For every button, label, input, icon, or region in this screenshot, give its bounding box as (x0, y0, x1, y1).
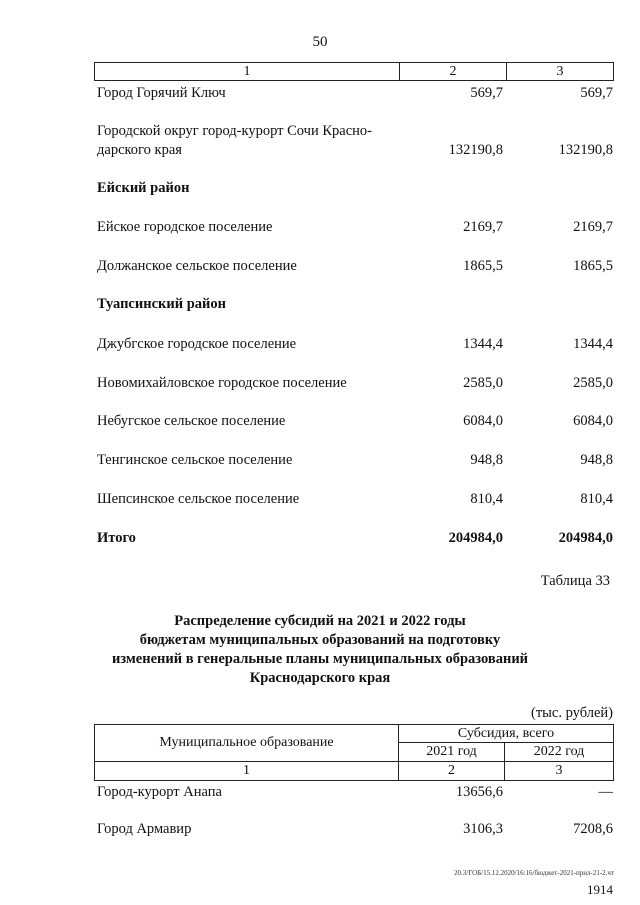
header-subsidy-total: Субсидия, всего (399, 725, 613, 743)
row-value-2021: 204984,0 (448, 530, 503, 546)
row-value-2022: 2169,7 (573, 219, 613, 235)
title-line: Распределение субсидий на 2021 и 2022 годы (174, 613, 466, 629)
row-name: Ейский район (97, 180, 190, 196)
row-value-2022: 6084,0 (573, 413, 613, 429)
row-name: Городской округ город-курорт Сочи Красно-дарского края (97, 123, 372, 158)
title-line: бюджетам муниципальных образований на подготовку (139, 632, 501, 648)
row-value-2022: 948,8 (580, 452, 613, 468)
column-number-3: 3 (556, 64, 564, 79)
row-value-2021: 1344,4 (463, 336, 503, 352)
row-value-2022: 132190,8 (558, 142, 613, 158)
column-number-2: 2 (399, 762, 505, 780)
row-name: Туапсинский район (97, 296, 226, 312)
row-name: Новомихайловское городское поселение (97, 375, 347, 391)
row-value-2021: 948,8 (470, 452, 503, 468)
row-value-2021: 810,4 (470, 491, 503, 507)
footer-document-code: 20.3/ГОБ/15.12.2020/16:16/бюджет-2021-прил-21-2.чт (454, 869, 614, 877)
header-year-2021: 2021 год (399, 743, 505, 762)
row-name: Джубгское городское поселение (97, 336, 297, 352)
page-number: 50 (312, 34, 328, 50)
row-name: Ейское городское поселение (97, 219, 273, 235)
row-name: Город Армавир (97, 821, 192, 837)
row-name: Город-курорт Анапа (97, 784, 222, 800)
row-value-2021: 132190,8 (448, 142, 503, 158)
table-column-numbers-header (94, 62, 614, 81)
column-number-1: 1 (95, 63, 400, 80)
row-value-2021: 2585,0 (463, 375, 503, 391)
header-municipality: Муниципальное образование (95, 725, 399, 762)
row-value-2022: 1865,5 (573, 258, 613, 274)
units-label: (тыс. рублей) (531, 705, 613, 721)
column-number-1: 1 (95, 762, 399, 780)
footer-sheet-number: 1914 (587, 882, 613, 897)
row-name: Тенгинское сельское поселение (97, 452, 293, 468)
table-header (94, 724, 614, 781)
table-title (0, 612, 640, 688)
row-name: Итого (97, 530, 136, 546)
row-value-2021: 6084,0 (463, 413, 503, 429)
row-name: Небугское сельское поселение (97, 413, 286, 429)
row-value-2021: 13656,6 (455, 784, 503, 800)
row-value-2021: 3106,3 (463, 821, 503, 837)
header-year-2022: 2022 год (505, 743, 613, 762)
title-line: Краснодарского края (249, 670, 391, 686)
row-name: Должанское сельское поселение (97, 258, 297, 274)
title-line: изменений в генеральные планы муниципальных образований (111, 651, 529, 667)
row-value-2021: 569,7 (470, 85, 503, 101)
row-value-2022: — (598, 784, 613, 800)
row-value-2021: 2169,7 (463, 219, 503, 235)
column-number-2: 2 (400, 63, 507, 80)
row-value-2022: 810,4 (580, 491, 613, 507)
table-label: Таблица 33 (540, 573, 610, 589)
row-name: Город Горячий Ключ (97, 85, 226, 101)
row-value-2021: 1865,5 (463, 258, 503, 274)
row-value-2022: 7208,6 (573, 821, 613, 837)
row-value-2022: 204984,0 (558, 530, 613, 546)
column-number-3: 3 (555, 763, 563, 778)
row-name: Шепсинское сельское поселение (97, 491, 300, 507)
row-value-2022: 1344,4 (573, 336, 613, 352)
row-value-2022: 569,7 (580, 85, 613, 101)
row-value-2022: 2585,0 (573, 375, 613, 391)
